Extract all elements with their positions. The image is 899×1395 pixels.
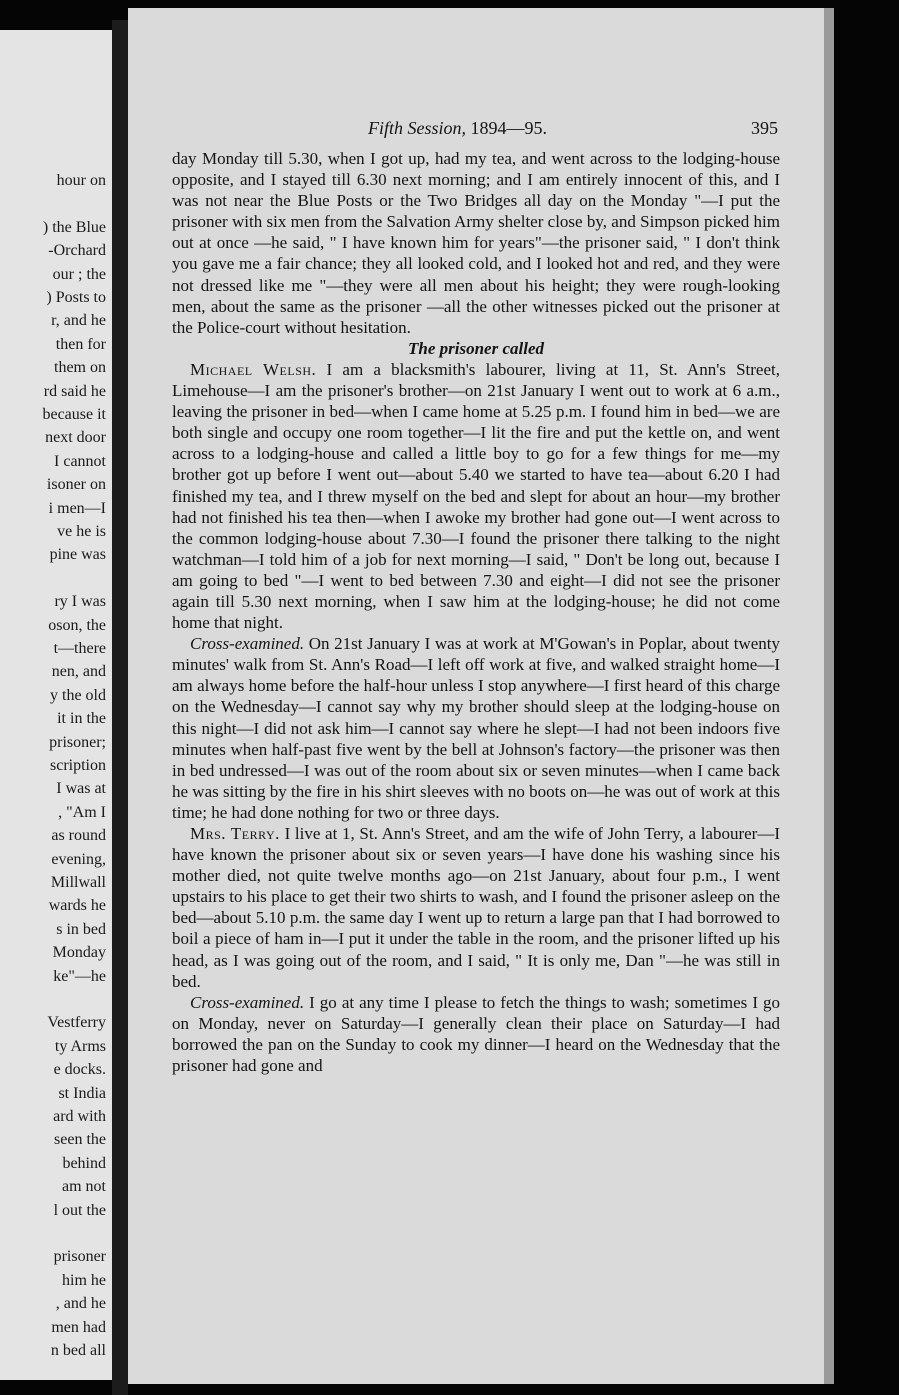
left-page-line: e docks.	[53, 1061, 106, 1079]
left-page-line: rd said he	[43, 382, 106, 400]
paragraph-cross-examined-welsh	[172, 633, 780, 823]
left-page-line: i men—I	[48, 499, 106, 517]
left-page-line: I cannot	[54, 452, 106, 470]
left-page-line: , "Am I	[58, 803, 106, 821]
left-page-line: seen the	[54, 1131, 106, 1149]
paragraph-testimony-welsh	[172, 359, 780, 633]
cross-examined-label: Cross-examined.	[190, 992, 305, 1012]
left-page-line: st India	[58, 1084, 106, 1102]
left-page-line: am not	[62, 1178, 106, 1196]
testimony-terry-text: I live at 1, St. Ann's Street, and am the wife of John Terry, a labourer—I have known the prisoner about six or seven years—I have done his washing since his mother died, not quite twelve months ago—on 21st January, about four p.m., I went upstairs to his place to get their two shirts to wash, and I found the prisoner asleep on the bed—about 5.10 p.m. the same day I went up to return a large pan that I had borrowed to boil a piece of ham in—I put it under the table in the room, and the prisoner lifted up his head, as I was going out of the room, and I said, " It is only me, Dan "—he was still in bed.	[172, 824, 780, 991]
left-page-line: n bed all	[50, 1342, 106, 1359]
left-page-line: l out the	[53, 1201, 106, 1219]
session-years: 1894—95.	[470, 118, 547, 138]
left-page-line: Vestferry	[47, 1014, 106, 1032]
cross-examined-welsh-text: On 21st January I was at work at M'Gowan's in Poplar, about twenty minutes' walk from St. Ann's Road—I left off work at five, and walked straight home—I am always home before the half-hour unless I stop anywhere—I first heard of this charge on the Wednesday—I cannot say why my brother should sleep at the lodging-house on this night—I did not ask him—I cannot say where he slept—I had not been indoors five minutes when half-past five went by the bell at Johnson's factory—the prisoner was then in bed undressed—I was out of the room about six or seven minutes—when I came back he was sitting by the fire in his shirt sleeves with no boots on—he was out of work at this time; he had done nothing for two or three days.	[172, 634, 780, 822]
left-page-line: men had	[51, 1318, 106, 1336]
left-page-line: hour on	[56, 172, 106, 189]
left-page-line: nen, and	[51, 663, 106, 681]
left-page-fragment	[0, 30, 112, 1380]
session-title-text: Fifth Session,	[368, 118, 466, 138]
left-page-line: because it	[42, 406, 106, 423]
left-page-line: them on	[54, 359, 106, 377]
left-page-line: as round	[51, 827, 106, 845]
page-number: 395	[751, 118, 778, 138]
left-page-line: it in the	[57, 710, 106, 728]
left-page-line: ve he is	[57, 523, 106, 540]
left-page-line: him he	[62, 1271, 106, 1289]
left-page-line: r, and he	[51, 312, 106, 330]
left-page-line: ry I was	[54, 593, 106, 611]
left-page-line: wards he	[48, 897, 106, 915]
left-page-line: Millwall	[50, 874, 106, 891]
witness-name-welsh: Michael Welsh.	[190, 359, 317, 379]
witness-name-terry: Mrs. Terry.	[190, 824, 280, 843]
left-page-line: t—there	[53, 640, 106, 657]
section-heading: The prisoner called	[408, 338, 544, 358]
running-header	[172, 118, 780, 148]
left-page-line: prisoner	[53, 1248, 106, 1266]
paragraph-cross-examined-terry	[172, 992, 780, 1076]
page-edge	[824, 8, 834, 1384]
left-page-line: evening,	[51, 850, 106, 868]
left-page-line: s in bed	[56, 920, 106, 938]
left-page-line: scription	[50, 757, 106, 774]
session-title	[368, 118, 547, 139]
left-page-line: I was at	[56, 780, 106, 798]
left-page-line: next door	[45, 429, 106, 447]
left-page-line: ty Arms	[54, 1037, 106, 1055]
left-page-line: ) Posts to	[46, 289, 106, 306]
left-page-line: prisoner;	[49, 733, 106, 751]
paragraph-continuation: day Monday till 5.30, when I got up, had my tea, and went across to the lodging-house opposite, and I stayed till 6.30 next morning; and I am entirely innocent of this, and I was not near the Blue Posts or the Two Bridges all day on the Monday "—I put the prisoner with six men from the Salvation Army shelter close by, and Simpson picked him out at once —he said, " I have known him for years"—the prisoner said, " I don't think you gave me a fair chance; they all looked cold, and I looked hot and red, and they were not dressed like me "—they were all men about his height; they were rough-looking men, about the same as the prisoner —all the other witnesses picked out the prisoner at the Police-court without hesitation.	[172, 149, 780, 337]
left-page-line: our ; the	[52, 265, 106, 283]
left-page-line: pine was	[49, 546, 106, 564]
left-page-line: Monday	[52, 944, 106, 962]
left-page-line: ard with	[53, 1108, 106, 1125]
left-page-line: oson, the	[48, 616, 106, 634]
left-page-line: then for	[55, 335, 106, 353]
cross-examined-terry-text: I go at any time I please to fetch the things to wash; sometimes I go on Monday, never on Saturday—I generally clean their place on Saturday—I had borrowed the pan on the Sunday to cook my dinner—I heard on the Wednesday that the prisoner had gone and	[172, 992, 780, 1076]
testimony-welsh-text: I am a blacksmith's labourer, living at 11, St. Ann's Street, Limehouse—I am the prisoner's brother—on 21st January I went out to work at 6 a.m., leaving the prisoner in bed—when I came home at 5.25 p.m. I found him in bed—we are both single and occupy one room together—I lit the fire and put the kettle on, and went across to a lodging-house and called a little boy to go for a few things for me—my brother got up before I went out—about 5.40 we started to have tea—about 6.20 I had finished my tea, and I threw myself on the bed and slept for about an hour—my brother had not finished his tea then—when I awoke my brother had gone out—I went across to the common lodging-house about 7.30—I found the prisoner there talking to the night watchman—I told him of a job for next morning—I said, " Don't be long out, because I am going to bed "—I went to bed between 7.30 and eight—I did not see the prisoner again till 5.30 next morning, when I saw him at the lodging-house; he did not come home that night.	[172, 359, 780, 633]
left-page-line: y the old	[50, 686, 106, 704]
page-text-area	[172, 118, 780, 1076]
left-page-line: isoner on	[46, 476, 106, 494]
left-page-line: , and he	[55, 1295, 106, 1313]
page-body	[172, 148, 780, 1076]
left-page-line: ) the Blue	[42, 218, 106, 236]
book-gutter	[112, 20, 128, 1395]
left-page-line: behind	[62, 1154, 106, 1172]
paragraph-testimony-terry	[172, 823, 780, 992]
left-page-line: ke"—he	[53, 967, 106, 985]
left-page-line: -Orchard	[48, 242, 106, 260]
cross-examined-label: Cross-examined.	[190, 634, 305, 654]
